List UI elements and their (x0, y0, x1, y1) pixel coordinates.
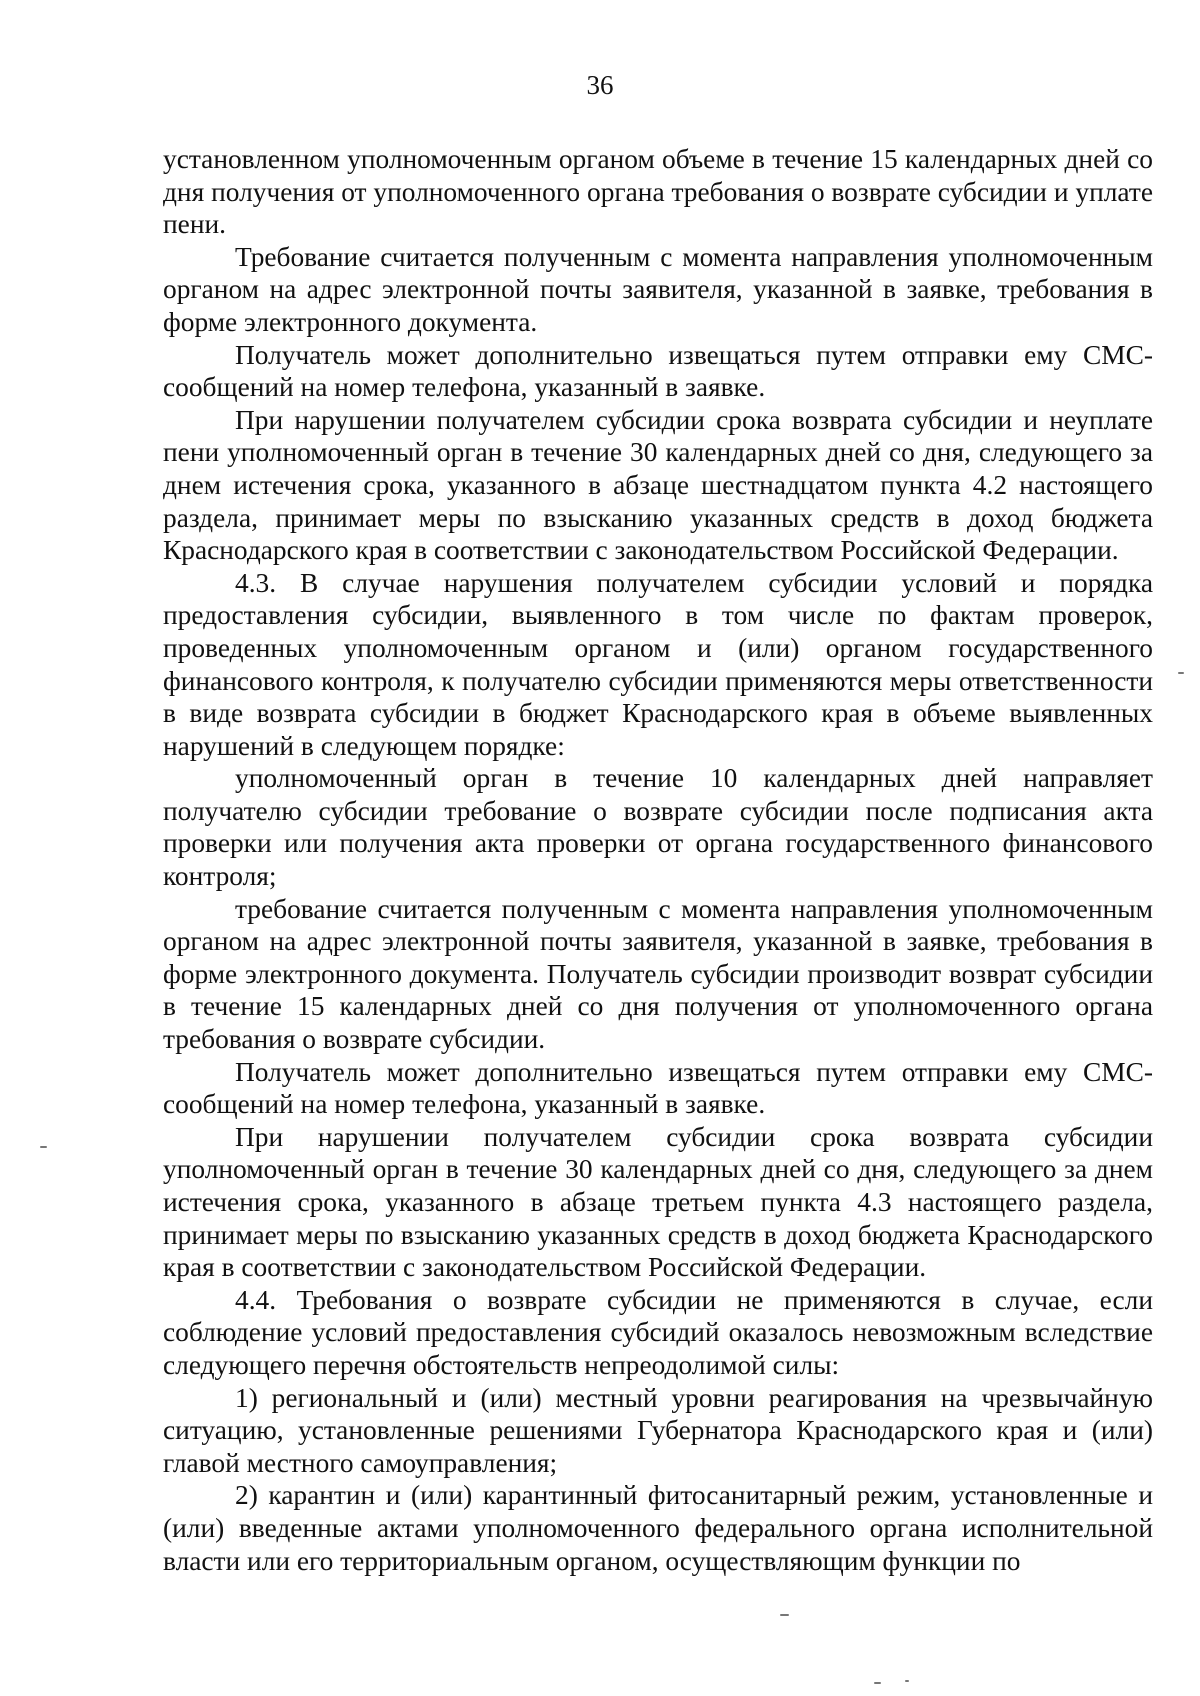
paragraph: 4.4. Требования о возврате субсидии не применяются в случае, если соблюдение условий предоставления субсидий оказалось невозможным вследствие следующего перечня обстоятельств непреодолимой силы: (163, 1284, 1153, 1380)
paragraph: установленном уполномоченным органом объеме в течение 15 календарных дней со дня получения от уполномоченного органа требования о возврате субсидии и уплате пени. (163, 144, 1153, 240)
paragraph: При нарушении получателем субсидии срока возврата субсидии и неуплате пени уполномоченный орган в течение 30 календарных дней со дня, следующего за днем истечения срока, указанного в абзаце шестнадцатом пункта 4.2 настоящего раздела, принимает меры по взысканию указанных средств в доход бюджета Краснодарского края в соответствии с законодательством Российской Федерации. (163, 404, 1153, 566)
scan-speck (874, 1682, 881, 1684)
page-number: 36 (586, 70, 614, 100)
paragraph: При нарушении получателем субсидии срока возврата субсидии уполномоченный орган в течение 30 календарных дней со дня, следующего за днем истечения срока, указанного в абзаце третьем пункта 4.3 настоящего раздела, принимает меры по взысканию указанных средств в доход бюджета Краснодарского края в соответствии с законодательством Российской Федерации. (163, 1121, 1153, 1283)
paragraph: 2) карантин и (или) карантинный фитосанитарный режим, установленные и (или) введенные актами уполномоченного федерального органа исполнительной власти или его территориальным органом, осуществляющим функции по (163, 1480, 1153, 1576)
paragraph: 1) региональный и (или) местный уровни реагирования на чрезвычайную ситуацию, установленные решениями Губернатора Краснодарского края и (или) главой местного самоуправления; (163, 1382, 1153, 1478)
paragraph: уполномоченный орган в течение 10 календарных дней направляет получателю субсидии требование о возврате субсидии после подписания акта проверки или получения акта проверки от органа государственного финансового контроля; (163, 763, 1153, 892)
scan-speck (780, 1614, 789, 1616)
paragraph: Получатель может дополнительно извещаться путем отправки ему СМС-сообщений на номер телефона, указанный в заявке. (163, 1056, 1153, 1120)
paragraph: 4.3. В случае нарушения получателем субсидии условий и порядка предоставления субсидии, выявленного в том числе по фактам проверок, проведенных уполномоченным органом и (или) органом государственного финансового контроля, к получателю субсидии применяются меры ответственности в виде возврата субсидии в бюджет Краснодарского края в объеме выявленных нарушений в следующем порядке: (163, 567, 1153, 761)
document-body (163, 143, 1153, 1577)
paragraph: Получатель может дополнительно извещаться путем отправки ему СМС-сообщений на номер телефона, указанный в заявке. (163, 339, 1153, 403)
scan-speck (1178, 672, 1184, 674)
scan-speck (905, 1680, 909, 1682)
scan-speck (40, 1146, 47, 1148)
paragraph: требование считается полученным с момента направления уполномоченным органом на адрес электронной почты заявителя, указанной в заявке, требования в форме электронного документа. Получатель субсидии производит возврат субсидии в течение 15 календарных дней со дня получения от уполномоченного органа требования о возврате субсидии. (163, 893, 1153, 1055)
paragraph: Требование считается полученным с момента направления уполномоченным органом на адрес электронной почты заявителя, указанной в заявке, требования в форме электронного документа. (163, 241, 1153, 337)
